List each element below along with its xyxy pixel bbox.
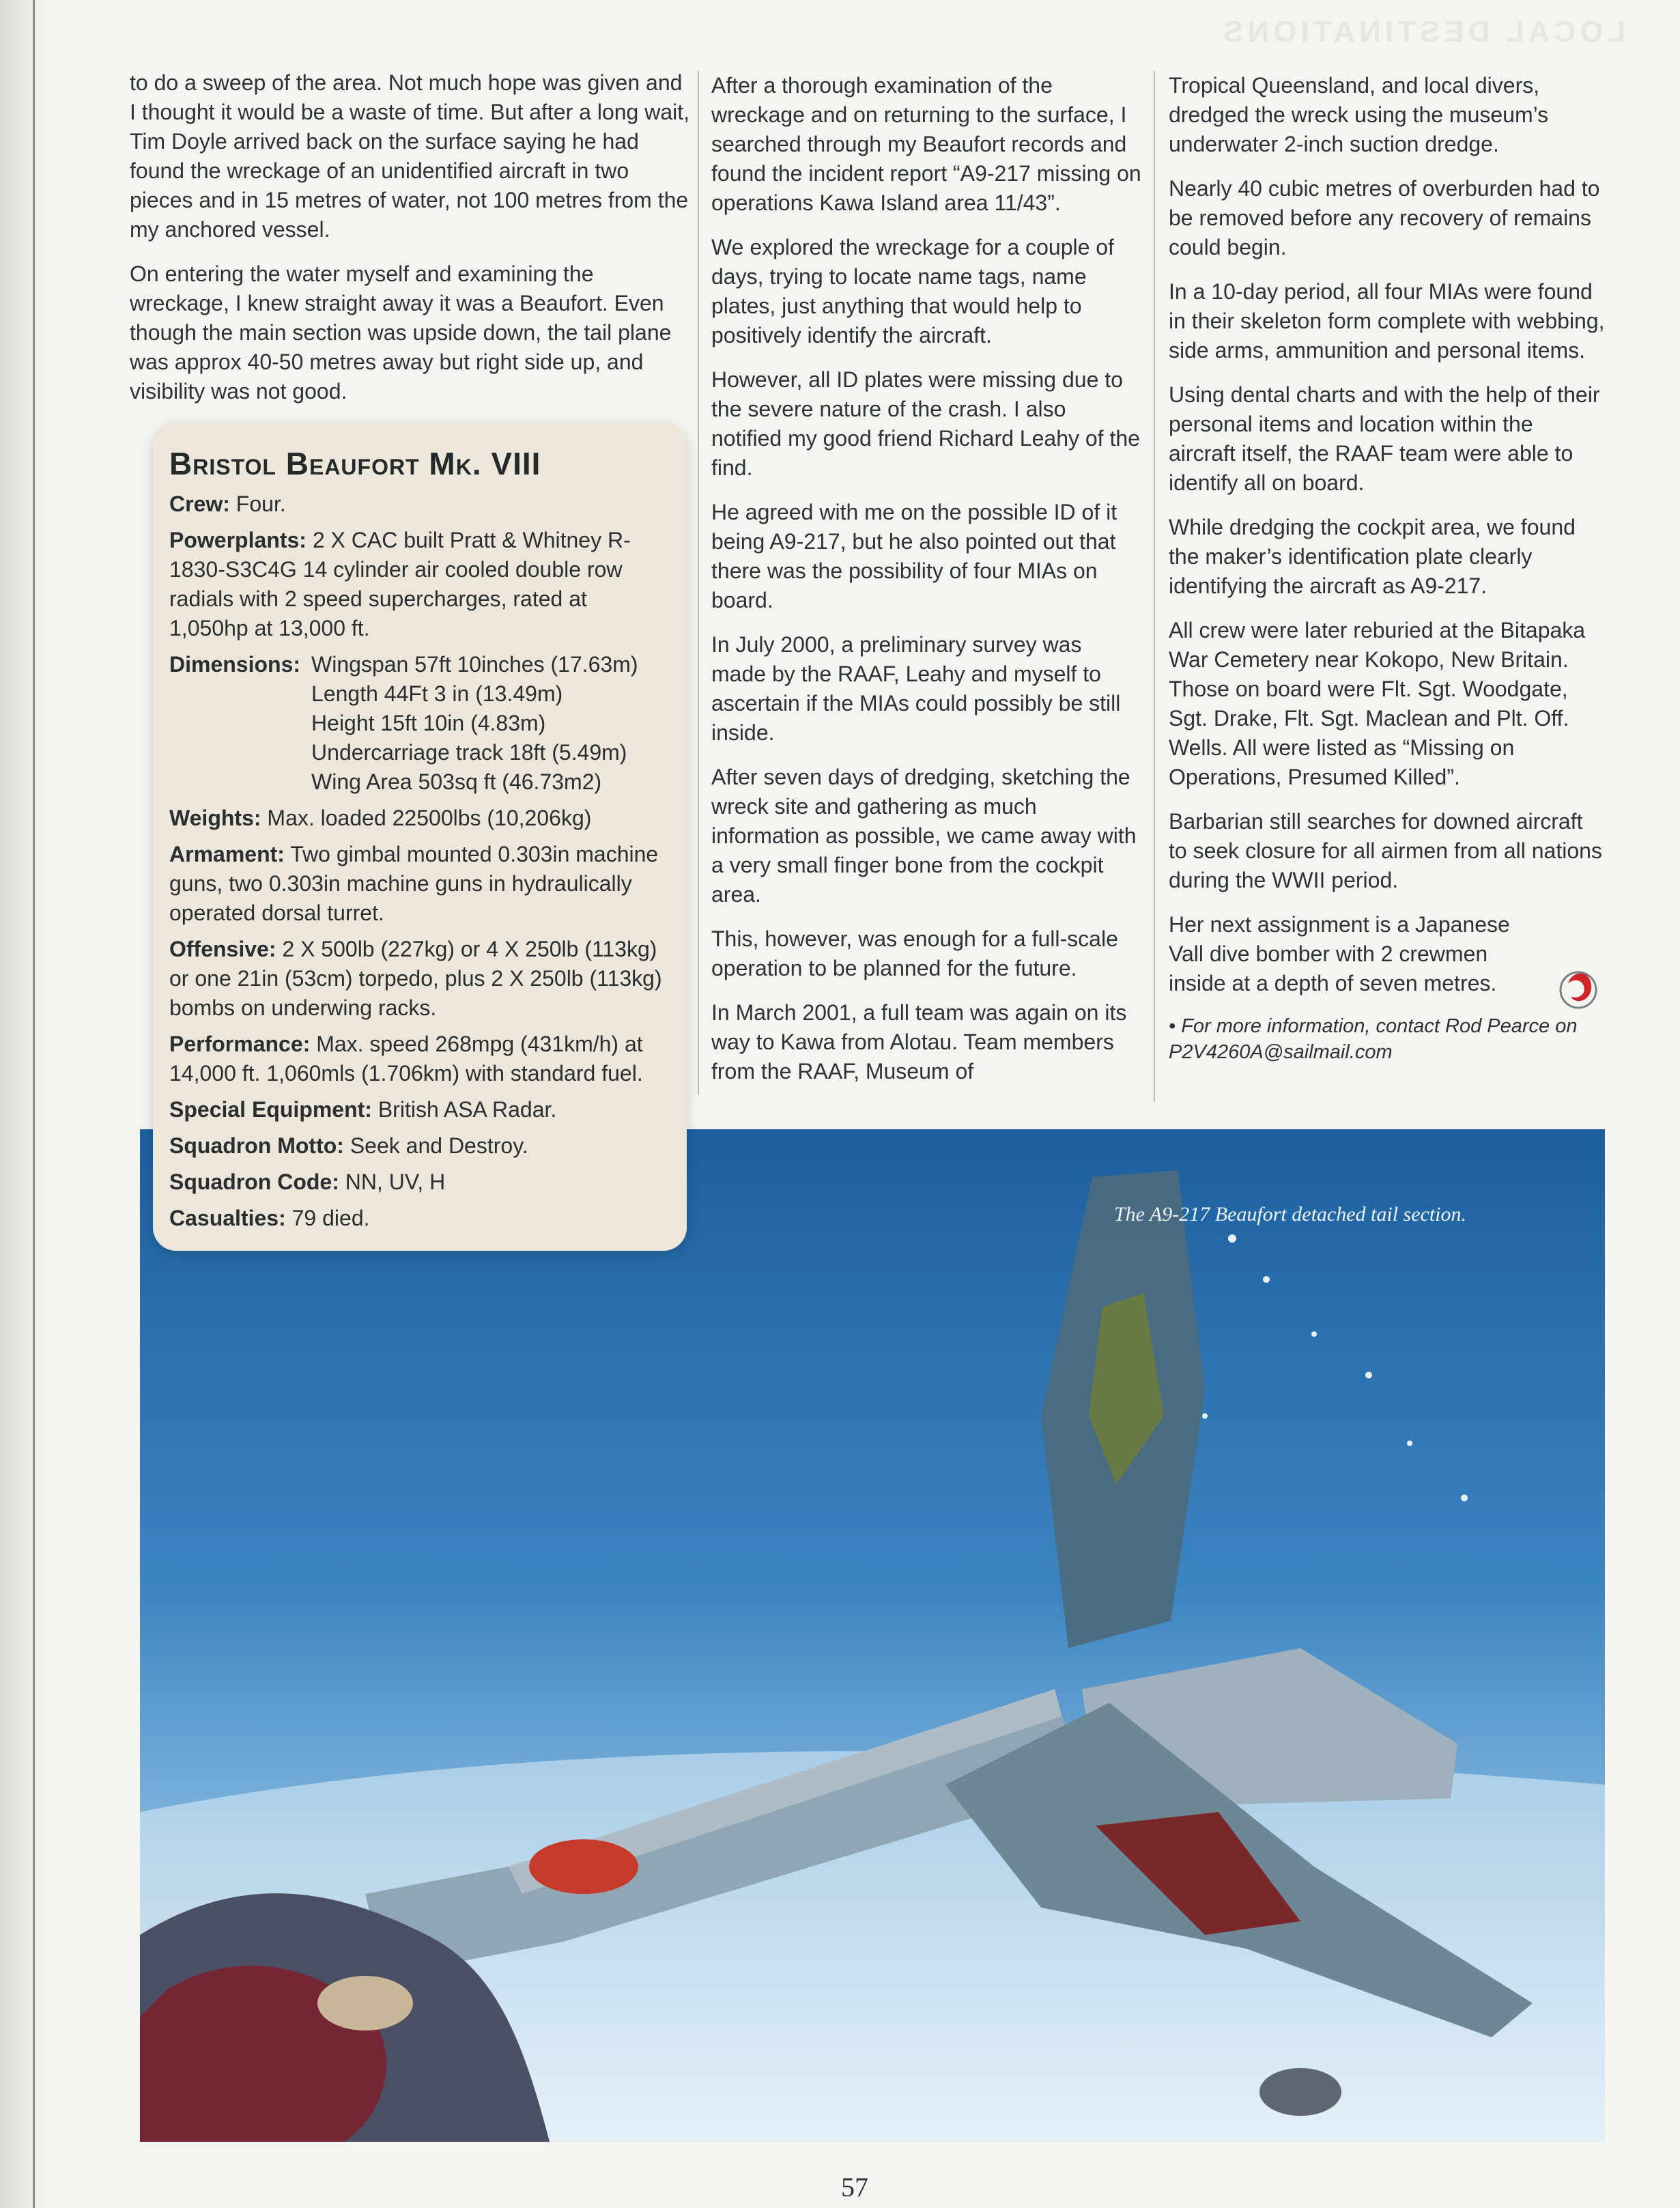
end-mark-icon xyxy=(1553,963,1604,1013)
spec-performance xyxy=(169,1030,666,1088)
spec-value: British ASA Radar. xyxy=(378,1097,557,1122)
paragraph: In July 2000, a preliminary survey was made by the RAAF, Leahy and myself to ascertain if the MIAs could possibly be still inside. xyxy=(711,632,1121,745)
spec-dimensions xyxy=(169,650,666,797)
page-number: 57 xyxy=(841,2172,868,2203)
spec-title: Bristol Beaufort Mk. VIII xyxy=(169,446,541,481)
running-head: LOCAL DESTINATIONS xyxy=(1219,15,1625,48)
dimension-item: Undercarriage track 18ft (5.49m) xyxy=(311,740,627,765)
spec-label: Weights: xyxy=(169,806,261,830)
column-rule xyxy=(1154,71,1155,1102)
paragraph: In a 10-day period, all four MIAs were found in their skeleton form complete with webbing, side arms, ammunition and personal items. xyxy=(1169,279,1605,363)
spec-armament xyxy=(169,840,666,928)
paragraph: On entering the water myself and examining the wreckage, I knew straight away it was a Beaufort. Even though the main section was upside down, the tail plane was approx 40-50 metres away but right side up, and visibility was not good. xyxy=(130,261,672,404)
paragraph: All crew were later reburied at the Bitapaka War Cemetery near Kokopo, New Britain. Those on board were Flt. Sgt. Woodgate, Sgt. Drake, Flt. Sgt. Maclean and Plt. Off. Wells. All were listed as “Missing on Operations, Presumed Killed”. xyxy=(1169,618,1586,789)
spec-label: Squadron Code: xyxy=(169,1170,339,1194)
spec-label: Offensive: xyxy=(169,937,276,961)
spec-squadron-code xyxy=(169,1167,666,1197)
spec-value: Max. loaded 22500lbs (10,206kg) xyxy=(267,806,592,830)
spec-box xyxy=(153,423,687,1251)
dimensions-list xyxy=(311,650,638,797)
spec-label: Squadron Motto: xyxy=(169,1133,344,1158)
spec-label: Powerplants: xyxy=(169,528,307,552)
dimension-item: Wingspan 57ft 10inches (17.63m) xyxy=(311,652,638,677)
dimension-item: Height 15ft 10in (4.83m) xyxy=(311,711,546,735)
spec-value: Four. xyxy=(236,492,286,516)
spec-powerplants xyxy=(169,526,666,643)
paragraph: Tropical Queensland, and local divers, dredged the wreck using the museum’s underwater 2-inch suction dredge. xyxy=(1169,73,1549,156)
spec-label: Crew: xyxy=(169,492,230,516)
paragraph: Her next assignment is a Japanese Vall dive bomber with 2 crewmen inside at a depth of seven metres. xyxy=(1169,912,1510,995)
spec-casualties xyxy=(169,1204,666,1233)
spec-offensive xyxy=(169,935,666,1023)
paragraph: Nearly 40 cubic metres of overburden had to be removed before any recovery of remains could begin. xyxy=(1169,176,1600,259)
contact-note: • For more information, contact Rod Pearce on P2V4260A@sailmail.com xyxy=(1169,1015,1578,1063)
text-column-3 xyxy=(1169,71,1606,1080)
spec-crew xyxy=(169,490,666,519)
paragraph: While dredging the cockpit area, we found the maker’s identification plate clearly identifying the aircraft as A9-217. xyxy=(1169,515,1576,598)
paragraph: In March 2001, a full team was again on its way to Kawa from Alotau. Team members from the RAAF, Museum of xyxy=(711,1000,1127,1084)
spec-value: Two gimbal mounted 0.303in machine guns, two 0.303in machine guns in hydraulically operated dorsal turret. xyxy=(169,842,659,925)
photo-caption: The A9-217 Beaufort detached tail section. xyxy=(1114,1203,1467,1226)
paragraph: However, all ID plates were missing due to the severe nature of the crash. I also notified my good friend Richard Leahy of the find. xyxy=(711,367,1140,480)
dimension-item: Length 44Ft 3 in (13.49m) xyxy=(311,681,563,706)
paragraph: This, however, was enough for a full-scale operation to be planned for the future. xyxy=(711,926,1118,980)
spec-label: Special Equipment: xyxy=(169,1097,372,1122)
paragraph: After seven days of dredging, sketching the wreck site and gathering as much information as possible, we came away with a very small finger bone from the cockpit area. xyxy=(711,765,1137,907)
wreck-photo xyxy=(140,1129,1605,2142)
column-rule xyxy=(698,71,699,1095)
spec-label: Dimensions: xyxy=(169,652,301,677)
text-column-2 xyxy=(711,71,1141,1101)
spec-label: Performance: xyxy=(169,1032,311,1056)
spec-value: Max. speed 268mpg (431km/h) at 14,000 ft. 1,060mls (1.706km) with standard fuel. xyxy=(169,1032,643,1086)
dimension-item: Wing Area 503sq ft (46.73m2) xyxy=(311,769,602,794)
spec-squadron-motto xyxy=(169,1131,666,1161)
spec-value: 79 died. xyxy=(291,1206,370,1230)
spec-value: Seek and Destroy. xyxy=(350,1133,528,1158)
paragraph: He agreed with me on the possible ID of it being A9-217, but he also pointed out that there was the possibility of four MIAs on board. xyxy=(711,500,1117,612)
paragraph: Barbarian still searches for downed aircraft to seek closure for all airmen from all nations during the WWII period. xyxy=(1169,809,1602,892)
paragraph: to do a sweep of the area. Not much hope was given and I thought it would be a waste of time. But after a long wait, Tim Doyle arrived back on the surface saying he had found the wreckage of an unidentified aircraft in two pieces and in 15 metres of water, not 100 metres from the my anchored vessel. xyxy=(130,70,690,242)
spec-value: 2 X 500lb (227kg) or 4 X 250lb (113kg) or one 21in (53cm) torpedo, plus 2 X 250lb (113kg) bombs on underwing racks. xyxy=(169,937,662,1020)
paragraph: We explored the wreckage for a couple of days, trying to locate name tags, name plates, just anything that would help to positively identify the aircraft. xyxy=(711,235,1114,348)
text-column-1 xyxy=(130,68,689,421)
paragraph: After a thorough examination of the wreckage and on returning to the surface, I searched through my Beaufort records and found the incident report “A9-217 missing on operations Kawa Island area 11/43”. xyxy=(711,73,1141,215)
spec-value: 2 X CAC built Pratt & Whitney R-1830-S3C4G 14 cylinder air cooled double row radials with 2 speed supercharges, rated at 1,050hp at 13,000 ft. xyxy=(169,528,631,640)
paragraph: Using dental charts and with the help of their personal items and location within the aircraft itself, the RAAF team were able to identify all on board. xyxy=(1169,382,1600,495)
spec-value: NN, UV, H xyxy=(345,1170,446,1194)
page-spine xyxy=(0,0,53,2208)
spec-weights xyxy=(169,804,666,833)
spec-label: Armament: xyxy=(169,842,285,866)
spec-special-equipment xyxy=(169,1095,666,1124)
spec-label: Casualties: xyxy=(169,1206,286,1230)
